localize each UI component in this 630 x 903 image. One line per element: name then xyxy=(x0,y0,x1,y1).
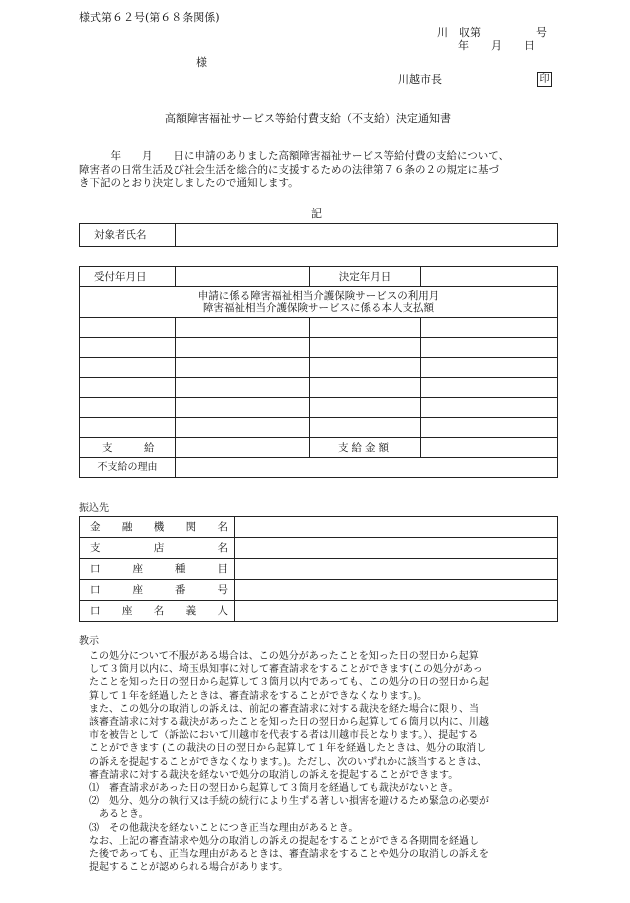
payment-label: 支 給 xyxy=(80,438,176,458)
official-seal: 印 xyxy=(537,72,552,87)
table-row xyxy=(80,378,558,398)
document-title: 高額障害福祉サービス等給付費支給（不支給）決定通知書 xyxy=(165,112,451,125)
label-char: 種 xyxy=(175,563,186,575)
notice-line: ⑶ その他裁決を経ないことにつき正当な理由があるとき。 xyxy=(89,822,359,834)
bank-name-label xyxy=(80,517,235,538)
self-payment-cell[interactable] xyxy=(176,318,310,338)
notice-line: ⑵ 処分、処分の執行又は手続の続行により生ずる著しい損害を避けるため緊急の必要が xyxy=(89,796,489,808)
recipient-suffix: 様 xyxy=(196,56,207,69)
usage-month-cell[interactable] xyxy=(310,338,421,358)
table-row xyxy=(80,318,558,338)
subject-name-value[interactable] xyxy=(176,224,558,247)
table-row xyxy=(80,338,558,358)
intro-line: き下記のとおり決定しましたので通知します。 xyxy=(79,177,299,190)
notice-line: ⑴ 審査請求があった日の翌日から起算して３箇月を経過しても裁決がないとき。 xyxy=(89,783,459,795)
ki-label: 記 xyxy=(311,207,322,220)
usage-month-cell[interactable] xyxy=(310,378,421,398)
account-holder-label-text xyxy=(90,605,228,617)
label-char: 口 xyxy=(90,563,101,575)
account-number-value[interactable] xyxy=(235,580,558,601)
payment-amount-value[interactable] xyxy=(421,438,558,458)
self-payment-cell[interactable] xyxy=(421,418,558,438)
notice-line: この処分について不服がある場合は、この処分があったことを知った日の翌日から起算 xyxy=(79,651,479,662)
usage-month-cell[interactable] xyxy=(80,378,176,398)
notice-line: あるとき。 xyxy=(89,809,149,821)
usage-month-cell[interactable] xyxy=(80,358,176,378)
nonpayment-reason-label: 不支給の理由 xyxy=(80,458,176,478)
received-date-label: 受付年月日 xyxy=(80,267,176,287)
table-row xyxy=(80,398,558,418)
intro-paragraph xyxy=(79,150,563,191)
table-row xyxy=(80,418,558,438)
self-payment-cell[interactable] xyxy=(176,398,310,418)
label-char: 機 xyxy=(153,521,165,533)
decided-date-label: 決定年月日 xyxy=(310,267,421,287)
self-payment-cell[interactable] xyxy=(421,358,558,378)
self-payment-cell[interactable] xyxy=(176,338,310,358)
bank-name-value[interactable] xyxy=(235,517,558,538)
usage-header-line2: 障害福祉相当介護保険サービスに係る本人支払額 xyxy=(203,302,434,314)
account-type-label-text xyxy=(90,563,228,575)
label-char: 番 xyxy=(175,584,186,596)
usage-month-cell[interactable] xyxy=(310,358,421,378)
label-char: 名 xyxy=(153,605,165,617)
intro-line: 障害者の日常生活及び社会生活を総合的に支援するための法律第７６条の２の規定に基づ xyxy=(79,163,499,176)
notice-line: また、この処分の取消しの訴えは、前記の審査請求に対する裁決を経た場合に限り、当 xyxy=(79,703,479,715)
label-char: 座 xyxy=(132,563,143,575)
usage-month-cell[interactable] xyxy=(80,338,176,358)
notice-line: して３箇月以内に、埼玉県知事に対して審査請求をすることができます(この処分があっ xyxy=(89,664,483,676)
bank-table xyxy=(79,516,558,622)
issuer-name: 川越市長 xyxy=(398,73,442,86)
notice-line: 市を被告として（訴訟において川越市を代表する者は川越市長となります。）、提起する xyxy=(89,730,479,742)
branch-name-label-text xyxy=(90,542,228,554)
notice-line: ことができます (この裁決の日の翌日から起算して１年を経過したときは、処分の取消し xyxy=(89,743,487,755)
self-payment-cell[interactable] xyxy=(421,378,558,398)
decision-table xyxy=(79,266,558,478)
usage-month-cell[interactable] xyxy=(310,418,421,438)
self-payment-cell[interactable] xyxy=(421,338,558,358)
label-char: 店 xyxy=(153,542,165,554)
received-date-value[interactable] xyxy=(176,267,310,287)
payment-value[interactable] xyxy=(176,438,310,458)
bank-heading: 振込先 xyxy=(79,503,109,514)
account-number-label-text xyxy=(90,584,228,596)
account-number-label xyxy=(80,580,235,601)
label-char: 口 xyxy=(90,605,101,617)
branch-name-value[interactable] xyxy=(235,538,558,559)
self-payment-cell[interactable] xyxy=(176,358,310,378)
notice-line: 算して１年を経過したときは、審査請求をすることができなくなります。)。 xyxy=(89,690,428,702)
usage-month-cell[interactable] xyxy=(310,398,421,418)
notice-line: たことを知った日の翌日から起算して３箇月以内であっても、この処分の日の翌日から起 xyxy=(89,677,489,689)
self-payment-cell[interactable] xyxy=(421,398,558,418)
intro-line: 年 月 日に申請のありました高額障害福祉サービス等給付費の支給について、 xyxy=(79,150,510,162)
label-char: 号 xyxy=(217,584,228,596)
usage-month-cell[interactable] xyxy=(310,318,421,338)
notice-line: の訴えを提起することができなくなります。)。ただし、次のいずれかに該当するときは、 xyxy=(89,756,488,768)
bank-name-label-text xyxy=(90,521,228,533)
document-number: 川 収第 号 xyxy=(437,26,547,39)
branch-name-label xyxy=(80,538,235,559)
usage-month-cell[interactable] xyxy=(80,418,176,438)
label-char: 口 xyxy=(90,584,101,596)
payment-amount-label: 支給金額 xyxy=(310,438,421,458)
label-char: 金 xyxy=(90,521,101,533)
label-char: 目 xyxy=(217,563,228,575)
account-holder-value[interactable] xyxy=(235,601,558,622)
usage-month-cell[interactable] xyxy=(80,318,176,338)
label-char: 支 xyxy=(90,542,101,554)
table-row xyxy=(80,358,558,378)
subject-table xyxy=(79,223,558,247)
notice-line: 審査請求に対する裁決を経ないで処分の取消しの訴えを提起することができます。 xyxy=(89,769,459,781)
label-char: 人 xyxy=(217,605,228,617)
notice-body xyxy=(79,650,563,874)
label-char: 座 xyxy=(132,584,143,596)
notice-line: なお、上記の審査請求や処分の取消しの訴えの提起をすることができる各期間を経過し xyxy=(79,835,479,847)
self-payment-cell[interactable] xyxy=(421,318,558,338)
self-payment-cell[interactable] xyxy=(176,378,310,398)
label-char: 座 xyxy=(121,605,133,617)
decided-date-value[interactable] xyxy=(421,267,558,287)
label-char: 義 xyxy=(185,605,197,617)
label-char: 名 xyxy=(217,542,228,554)
subject-name-label: 対象者氏名 xyxy=(80,224,176,247)
account-type-label xyxy=(80,559,235,580)
usage-header-line1: 申請に係る障害福祉相当介護保険サービスの利用月 xyxy=(197,290,440,302)
self-payment-cell[interactable] xyxy=(176,418,310,438)
account-holder-label xyxy=(80,601,235,622)
label-char: 名 xyxy=(217,521,228,533)
notice-heading: 教示 xyxy=(79,636,99,647)
notice-line: た後であっても、正当な理由があるときは、審査請求をすることや処分の取消しの訴えを xyxy=(89,849,489,861)
form-number: 様式第６２号(第６８条関係) xyxy=(79,11,220,24)
notice-line: 該審査請求に対する裁決があったことを知った日の翌日から起算して６箇月以内に、川越 xyxy=(89,717,489,729)
usage-header xyxy=(80,287,558,318)
usage-month-cell[interactable] xyxy=(80,398,176,418)
issue-date: 年 月 日 xyxy=(458,39,535,52)
label-char: 関 xyxy=(185,521,197,533)
notice-line: 提起することが認められる場合があります。 xyxy=(89,862,289,874)
account-type-value[interactable] xyxy=(235,559,558,580)
label-char: 融 xyxy=(121,521,133,533)
nonpayment-reason-value[interactable] xyxy=(176,458,558,478)
